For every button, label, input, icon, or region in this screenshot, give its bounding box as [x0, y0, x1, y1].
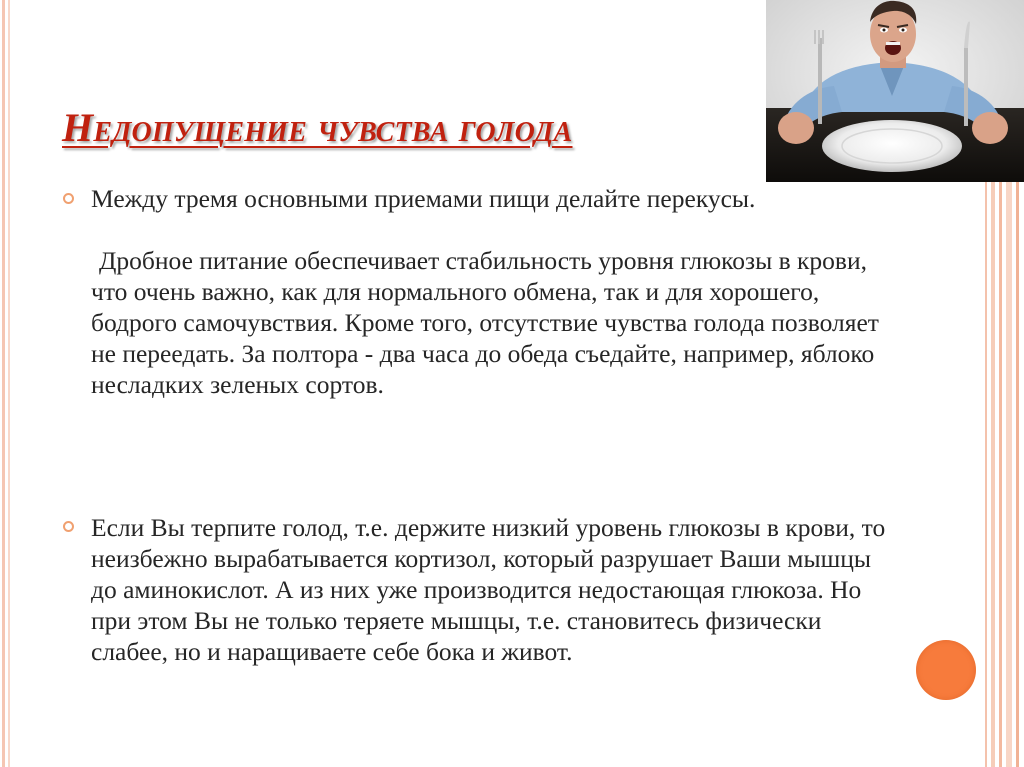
hungry-man-with-fork-and-knife-icon — [762, 0, 1024, 182]
slide-title: Недопущение чувства голода — [62, 105, 573, 150]
bullet-block-2 — [91, 512, 891, 667]
bullet-circle-icon — [63, 521, 74, 532]
bullet-block-1 — [91, 183, 891, 400]
bullet-circle-icon — [63, 193, 74, 204]
left-border-stripe — [2, 0, 5, 767]
bullet-2-paragraph-1: Если Вы терпите голод, т.е. держите низкий уровень глюкозы в крови, то неизбежно вырабатывается кортизол, который разрушает Ваши мышцы до аминокислот. А из них уже производится недостающая глюкоза. Но при этом Вы не только теряете мышцы, т.е. становитесь физически слабее, но и наращиваете себе бока и живот. — [91, 513, 886, 666]
bullet-1-paragraph-2: Дробное питание обеспечивает стабильность уровня глюкозы в крови, что очень важно, как для нормального обмена, так и для хорошего, бодрого самочувствия. Кроме того, отсутствие чувства голода позволяет не переедать. За полтора - два часа до обеда съедайте, например, яблоко несладких зеленых сортов. — [91, 246, 879, 399]
bullet-1-paragraph-1: Между тремя основными приемами пищи делайте перекусы. — [91, 184, 756, 213]
decorative-orange-circle — [916, 640, 976, 700]
left-border-stripe — [8, 0, 10, 767]
hungry-man-photo — [762, 0, 1024, 182]
